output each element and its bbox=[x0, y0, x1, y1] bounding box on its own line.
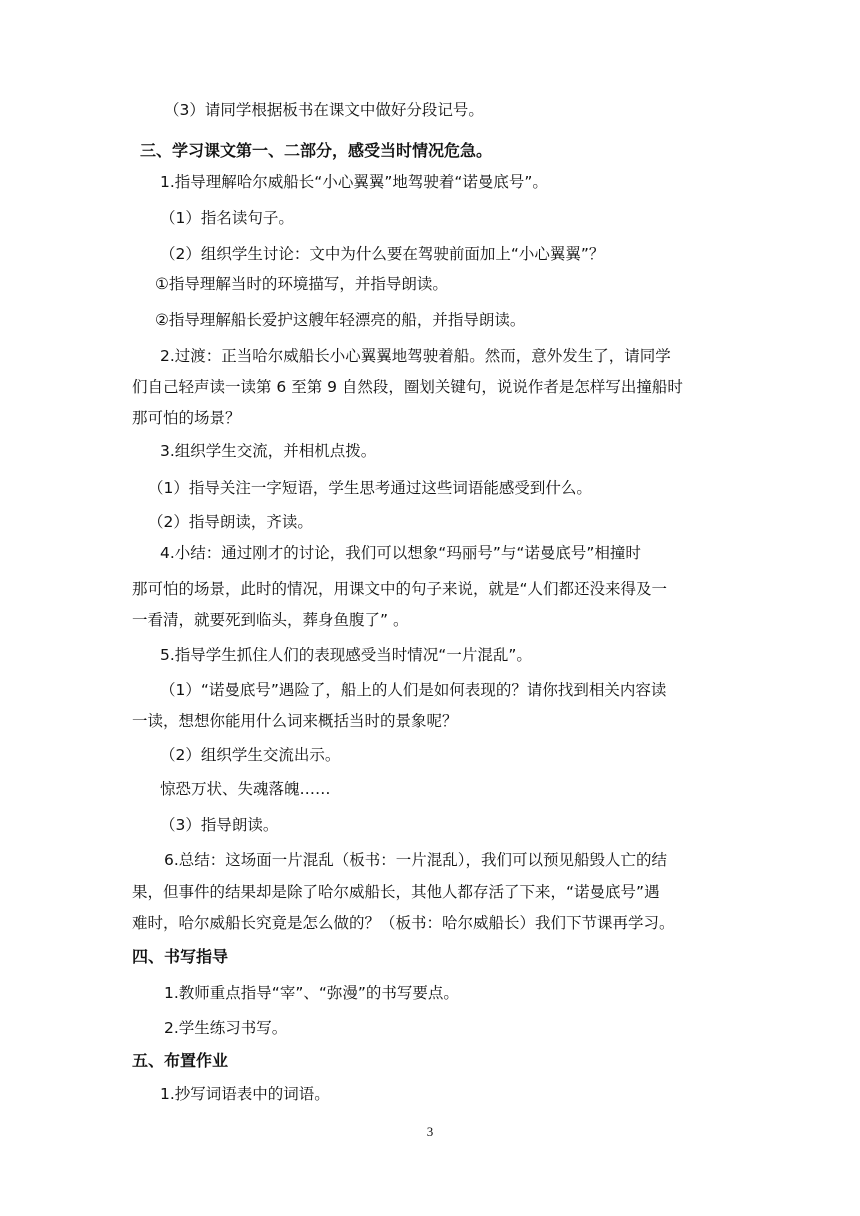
page-number: 3 bbox=[426, 1124, 434, 1139]
text-line: 4.小结：通过刚才的讨论，我们可以想象“玛丽号”与“诺曼底号”相撞时 bbox=[160, 544, 641, 562]
text-line: 惊恐万状、失魂落魄…… bbox=[160, 780, 331, 798]
text-line: 那可怕的场景？ bbox=[132, 409, 241, 427]
section-heading: 四、书写指导 bbox=[132, 947, 229, 966]
text-line: 1.教师重点指导“宰”、“弥漫”的书写要点。 bbox=[164, 984, 459, 1002]
text-line: （2）组织学生讨论：文中为什么要在驾驶前面加上“小心翼翼”？ bbox=[160, 245, 605, 263]
text-line: 果，但事件的结果却是除了哈尔威船长，其他人都存活了下来，“诺曼底号”遇 bbox=[132, 883, 660, 901]
text-line: （1）指导关注一字短语，学生思考通过这些词语能感受到什么。 bbox=[148, 479, 592, 497]
text-line: 难时，哈尔威船长究竟是怎么做的？（板书：哈尔威船长）我们下节课再学习。 bbox=[132, 914, 675, 932]
text-line: 6.总结：这场面一片混乱（板书：一片混乱），我们可以预见船毁人亡的结 bbox=[164, 851, 668, 869]
text-line: 们自己轻声读一读第 6 至第 9 自然段，圈划关键句，说说作者是怎样写出撞船时 bbox=[132, 378, 683, 396]
text-line: ②指导理解船长爱护这艘年轻漂亮的船，并指导朗读。 bbox=[155, 311, 526, 329]
text-line: 2.学生练习书写。 bbox=[164, 1019, 288, 1037]
text-line: 5.指导学生抓住人们的表现感受当时情况“一片混乱”。 bbox=[160, 646, 532, 664]
text-line: ①指导理解当时的环境描写，并指导朗读。 bbox=[155, 275, 448, 293]
text-line: 1.指导理解哈尔威船长“小心翼翼”地驾驶着“诺曼底号”。 bbox=[160, 173, 548, 191]
text-line: （1）“诺曼底号”遇险了，船上的人们是如何表现的？请你找到相关内容读 bbox=[160, 681, 667, 699]
text-line: （3）请同学根据板书在课文中做好分段记号。 bbox=[164, 101, 484, 119]
section-heading: 五、布置作业 bbox=[132, 1051, 229, 1070]
text-line: 1.抄写词语表中的词语。 bbox=[160, 1085, 330, 1103]
text-line: （2）指导朗读，齐读。 bbox=[148, 513, 313, 531]
text-line: 3.组织学生交流，并相机点拨。 bbox=[160, 442, 377, 460]
text-line: 那可怕的场景，此时的情况，用课文中的句子来说，就是“人们都还没来得及一 bbox=[132, 580, 668, 598]
text-line: 一看清，就要死到临头，葬身鱼腹了” 。 bbox=[132, 611, 409, 629]
text-line: （3）指导朗读。 bbox=[160, 816, 279, 834]
text-line: 2.过渡：正当哈尔威船长小心翼翼地驾驶着船。然而，意外发生了，请同学 bbox=[160, 347, 671, 365]
section-heading: 三、学习课文第一、二部分，感受当时情况危急。 bbox=[140, 141, 493, 160]
text-line: （2）组织学生交流出示。 bbox=[160, 746, 341, 764]
text-line: 一读，想想你能用什么词来概括当时的景象呢？ bbox=[132, 712, 458, 730]
text-line: （1）指名读句子。 bbox=[160, 209, 294, 227]
